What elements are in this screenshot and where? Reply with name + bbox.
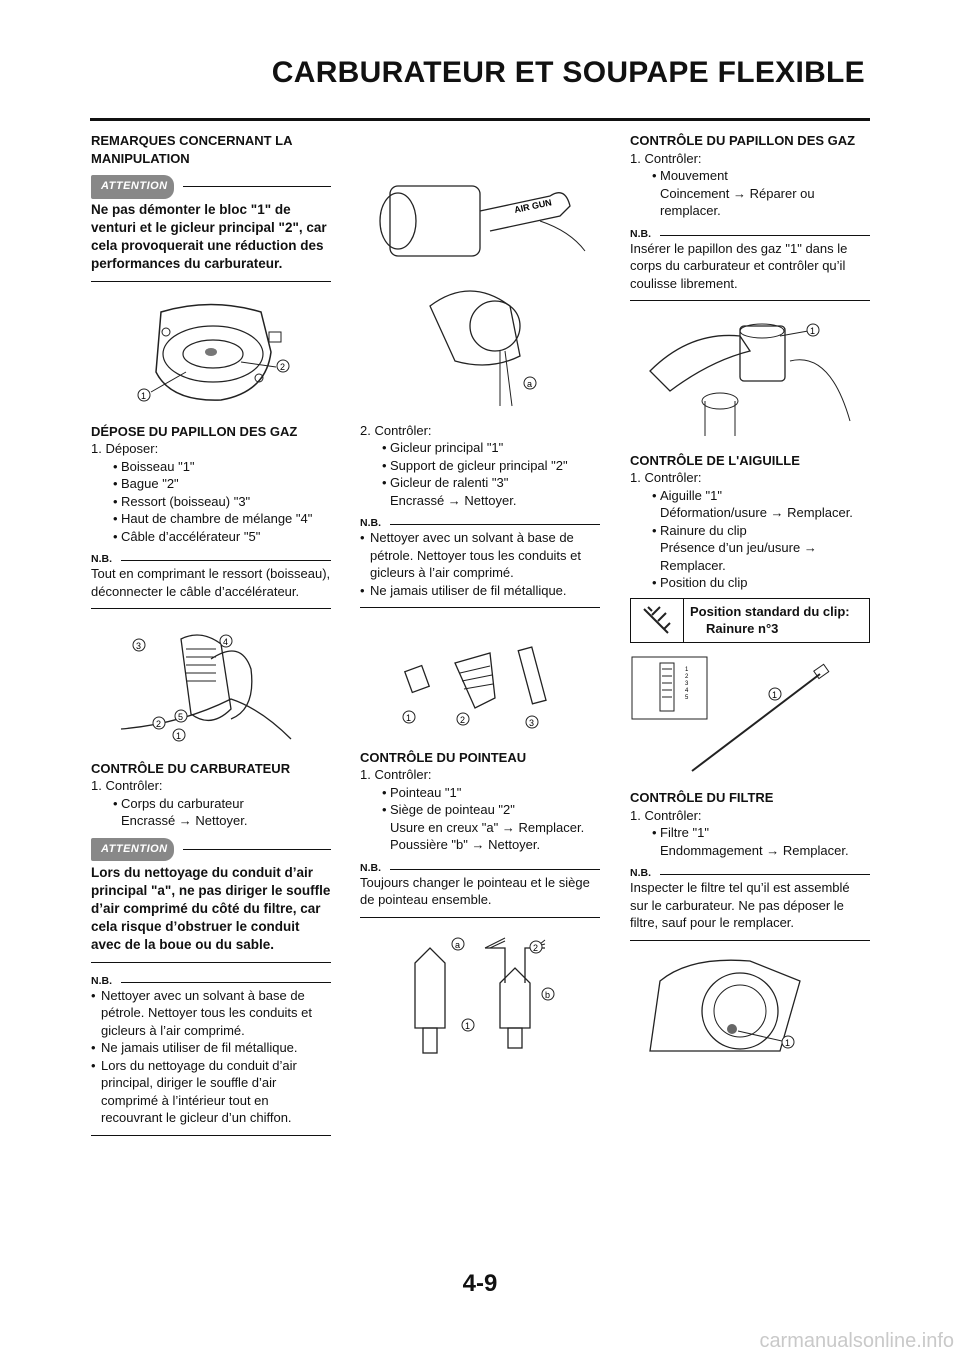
callout-1: 1: [406, 713, 412, 723]
callout-3: 3: [136, 641, 142, 651]
callout-a: a: [527, 379, 533, 389]
attention-banner: [91, 175, 331, 197]
attention-text: Lors du nettoyage du conduit d’air principal "a", ne pas diriger le souffle d’air comprimé du côté du filtre, car cela risque d’obstruer le conduit avec de la boue ou du sable.: [91, 864, 331, 952]
nb-item: • Lors du nettoyage du conduit d’air principal, diriger le souffle d’air comprimé à l’intérieur tout en recouvrant le gicleur d’un chiffon.: [91, 1057, 331, 1127]
nb-item: • Nettoyer avec un solvant à base de pétrole. Nettoyer tous les conduits et gicleurs à l’air comprimé.: [360, 529, 600, 582]
callout-1: 1: [772, 689, 778, 700]
figure-needle-seat: [360, 928, 600, 1073]
action-text: Déformation/usure → Remplacer.: [660, 505, 853, 520]
heading-throttle-removal: DÉPOSE DU PAPILLON DES GAZ: [91, 423, 298, 439]
list-item: • Support de gicleur principal "2": [379, 457, 600, 475]
nb-label: N.B.: [360, 861, 381, 874]
page-title: CARBURATEUR ET SOUPAPE FLEXIBLE: [271, 56, 865, 89]
figure-air-gun: [360, 156, 600, 416]
nb-text: Toujours changer le pointeau et le siège de pointeau ensemble.: [360, 874, 590, 907]
step-check: 1. Contrôler:: [360, 767, 432, 782]
figure-throttle-valve: [630, 311, 870, 446]
list-item: • Câble d’accélérateur "5": [110, 528, 331, 546]
nb-item: • Nettoyer avec un solvant à base de pétrole. Nettoyer tous les conduits et gicleurs à l’air comprimé.: [91, 987, 331, 1040]
callout-2: 2: [533, 942, 539, 953]
nb-item: • Ne jamais utiliser de fil métallique.: [91, 1039, 331, 1057]
action-text: Présence d’un jeu/usure → Remplacer.: [660, 540, 817, 573]
nb-item: • Ne jamais utiliser de fil métallique.: [360, 582, 600, 600]
step-check: 1. Contrôler:: [630, 807, 702, 823]
scale-mark: 1: [685, 666, 689, 673]
attention-label: ATTENTION: [91, 838, 174, 862]
action-text: Encrassé → Nettoyer.: [121, 813, 248, 828]
list-item: • Gicleur de ralenti "3": [379, 474, 600, 492]
list-item: • Boisseau "1": [110, 458, 331, 476]
callout-1: 1: [465, 1020, 471, 1031]
figure-carburetor-bottom: [91, 292, 331, 417]
nb-label: N.B.: [630, 867, 651, 879]
nb-label: N.B.: [630, 227, 651, 240]
nb-banner: [91, 551, 331, 565]
action-text: Poussière "b" → Nettoyer.: [390, 837, 541, 852]
figure-throttle-cable: [91, 619, 331, 754]
nb-text: Tout en comprimant le ressort (boisseau), déconnecter le câble d’accélérateur.: [91, 566, 331, 599]
list-item: • Rainure du clip: [649, 522, 870, 540]
callout-5: 5: [178, 712, 184, 722]
page-number: 4-9: [462, 1270, 498, 1297]
callout-2: 2: [460, 715, 466, 725]
scale-mark: 4: [685, 687, 689, 694]
nb-banner: [630, 865, 870, 879]
figure-filter: [630, 951, 870, 1076]
callout-2: 2: [156, 719, 162, 729]
heading-handling: REMARQUES CONCERNANT LA MANIPULATION: [91, 133, 293, 166]
action-text: Coincement → Réparer ou remplacer.: [660, 185, 815, 218]
column-middle: [360, 150, 600, 1078]
heading-carb-check: CONTRÔLE DU CARBURATEUR: [91, 760, 291, 776]
column-left: [91, 132, 331, 1146]
nb-banner: [91, 973, 331, 987]
watermark: carmanualsonline.info: [759, 1330, 954, 1352]
scale-mark: 5: [685, 694, 689, 701]
callout-3: 3: [529, 718, 535, 728]
heading-needle-check: CONTRÔLE DE L'AIGUILLE: [630, 452, 800, 468]
nb-banner: [630, 226, 870, 240]
title-rule: [90, 118, 870, 121]
callout-b: b: [545, 989, 551, 1000]
air-gun-label: AIR GUN: [513, 197, 553, 215]
list-item: • Position du clip: [649, 574, 870, 592]
heading-needle-valve: CONTRÔLE DU POINTEAU: [360, 749, 527, 765]
column-right: [630, 132, 870, 1081]
step-check: 1. Contrôler:: [630, 150, 702, 166]
list-item: • Filtre "1": [649, 824, 870, 842]
step-check: 1. Contrôler:: [630, 470, 702, 485]
heading-filter-check: CONTRÔLE DU FILTRE: [630, 790, 774, 805]
nb-banner: [360, 860, 600, 874]
spec-box: [630, 598, 870, 643]
nb-text: Insérer le papillon des gaz "1" dans le corps du carburateur et contrôler qu’il coulisse librement.: [630, 240, 848, 291]
heading-throttle-check: CONTRÔLE DU PAPILLON DES GAZ: [630, 133, 856, 148]
nb-text: Inspecter le filtre tel qu’il est assemblé sur le carburateur. Ne pas déposer le filtre, sauf pour le remplacer.: [630, 880, 850, 930]
step-check: 1. Contrôler:: [91, 778, 163, 793]
callout-4: 4: [223, 637, 229, 647]
step-remove: 1. Déposer:: [91, 441, 159, 456]
action-text: Usure en creux "a" → Remplacer.: [390, 819, 585, 835]
list-item: • Ressort (boisseau) "3": [110, 493, 331, 511]
action-text: Endommagement → Remplacer.: [660, 842, 849, 858]
list-item: • Gicleur principal "1": [379, 439, 600, 457]
callout-1: 1: [176, 731, 182, 741]
callout-1: 1: [785, 1037, 791, 1048]
scale-mark: 3: [685, 680, 689, 687]
list-item: • Corps du carburateur: [110, 795, 331, 813]
list-item: • Mouvement: [649, 167, 870, 185]
scale-mark: 2: [685, 673, 689, 680]
nb-label: N.B.: [91, 974, 112, 987]
nb-banner: [360, 515, 600, 529]
caliper-icon: [631, 599, 684, 642]
attention-banner: [91, 838, 331, 860]
step-check: 2. Contrôler:: [360, 422, 432, 438]
list-item: • Bague "2": [110, 475, 331, 493]
figure-needle: [630, 649, 870, 784]
attention-text: Ne pas démonter le bloc "1" de venturi et le gicleur principal "2", car cela provoquerait une réduction des performances du carburateur.: [91, 202, 327, 271]
callout-1: 1: [810, 326, 816, 336]
callout-1: 1: [141, 391, 147, 401]
figure-jets: [360, 618, 600, 743]
nb-label: N.B.: [91, 553, 112, 565]
nb-label: N.B.: [360, 517, 381, 529]
list-item: • Aiguille "1": [649, 487, 870, 505]
spec-value: Rainure n°3: [706, 621, 779, 636]
action-text: Encrassé → Nettoyer.: [390, 492, 517, 508]
list-item: • Pointeau "1": [379, 784, 600, 802]
list-item: • Haut de chambre de mélange "4": [110, 510, 331, 528]
list-item: • Siège de pointeau "2": [379, 801, 600, 819]
spec-title: Position standard du clip:: [690, 603, 850, 619]
callout-a: a: [455, 939, 461, 950]
callout-2: 2: [280, 362, 286, 372]
attention-label: ATTENTION: [91, 175, 174, 199]
